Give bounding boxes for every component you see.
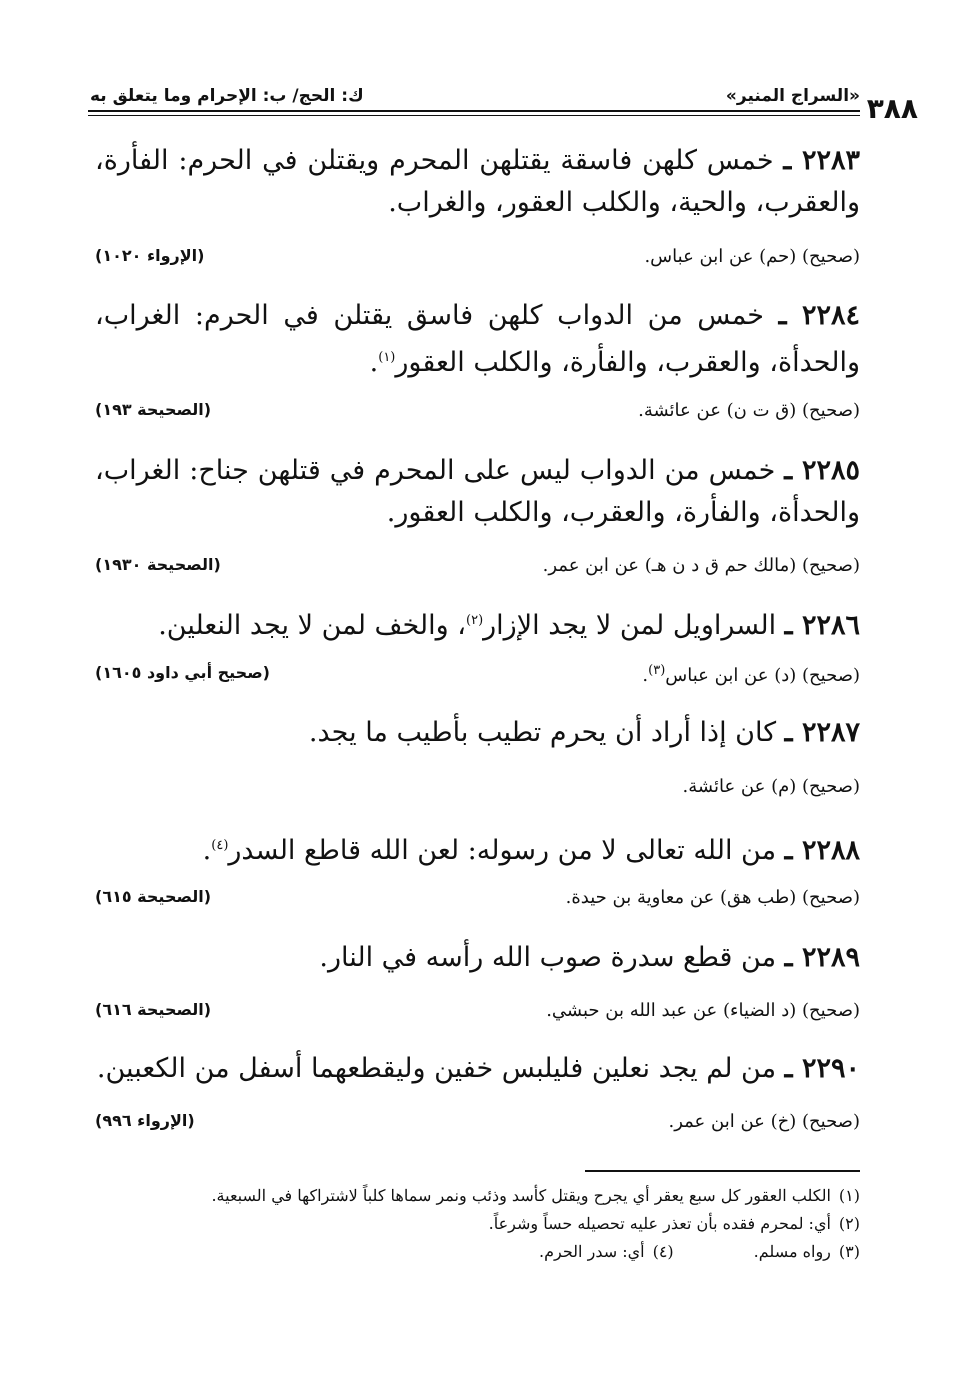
hadith-text: من الله تعالى لا من رسوله: لعن الله قاطع السدر [228, 835, 777, 866]
hadith-source [95, 776, 860, 802]
hadith-entry [95, 712, 860, 754]
hadith-entry [95, 937, 860, 979]
footnote [539, 1238, 674, 1266]
hadith-grade: (صحيح) (حم) عن ابن عباس. [644, 246, 860, 267]
hadith-reference: (الإرواء ١٠٢٠) [95, 246, 205, 265]
footnote-text: أي: سدر الحرم. [539, 1242, 645, 1261]
hadith-reference: (الصحيحة ١٩٣) [95, 400, 212, 419]
hadith-number: ٢٢٨٥ ـ [784, 455, 860, 486]
hadith-text: خمس من الدواب ليس على المحرم في قتلهن جناح: الغراب، والحدأة، والفأرة، والعقرب، والكلب العقور. [95, 455, 860, 528]
hadith-entry [95, 1048, 860, 1090]
chapter-title: ك: الحج/ ب: الإحرام وما يتعلق به [90, 86, 364, 106]
hadith-grade: (صحيح) (خ) عن ابن عمر. [668, 1111, 860, 1132]
hadith-number: ٢٢٨٣ ـ [783, 145, 860, 176]
footnote-marker: (٣) [648, 663, 666, 678]
hadith-number: ٢٢٨٦ ـ [784, 610, 860, 641]
hadith-grade: (صحيح) (مالك حم ق د ن هـ) عن ابن عمر. [542, 555, 860, 576]
hadith-text-tail: . [202, 835, 212, 866]
footnote-marker: (٢) [466, 613, 484, 628]
hadith-number: ٢٢٨٨ ـ [784, 835, 860, 866]
hadith-text: خمس كلهن فاسقة يقتلهن المحرم ويقتلن في الحرم: الفأرة، والعقرب، والحية، والكلب العقور، والغراب. [95, 145, 860, 218]
footnote-separator [585, 1170, 860, 1172]
hadith-number: ٢٢٨٩ ـ [784, 942, 860, 973]
header-rule [88, 110, 860, 112]
footnote-marker: (١) [378, 350, 396, 365]
hadith-number: ٢٢٨٧ ـ [784, 717, 860, 748]
hadith-text: من لم يجد نعلين فليلبس خفين وليقطعهما أسفل من الكعبين. [96, 1053, 777, 1084]
footnote [754, 1238, 860, 1266]
running-header [90, 78, 860, 106]
footnote [90, 1182, 860, 1210]
hadith-number: ٢٢٩٠ ـ [784, 1053, 860, 1084]
hadith-grade: (صحيح) (م) عن عائشة. [682, 776, 860, 797]
footnote-number: (١) [838, 1186, 860, 1205]
hadith-reference: (صحيح أبي داود ١٦٠٥) [95, 663, 270, 682]
footnote-text: رواه مسلم. [753, 1242, 831, 1261]
footnotes [90, 1182, 860, 1266]
footnote-marker: (٤) [211, 838, 229, 853]
hadith-source [95, 1000, 860, 1026]
hadith-text: من قطع سدرة صوب الله رأسه في النار. [319, 942, 777, 973]
hadith-grade-tail: . [642, 665, 649, 686]
hadith-grade: (صحيح) (د الضياء) عن عبد الله بن حبشي. [546, 1000, 860, 1021]
hadith-source [95, 400, 860, 426]
hadith-text-tail: . [369, 347, 379, 378]
footnote-line [90, 1238, 860, 1266]
footnote-text: الكلب العقور كل سبع يعقر أي يجرح ويقتل كأسد وذئب ونمر سماها كلباً لاشتراكها في السبعية. [211, 1186, 831, 1205]
hadith-number: ٢٢٨٤ ـ [778, 300, 860, 331]
hadith-source [95, 663, 860, 689]
hadith-grade: (صحيح) (طب هق) عن معاوية بن حيدة. [565, 887, 860, 908]
hadith-text: السراويل لمن لا يجد الإزار [483, 610, 777, 641]
hadith-entry [95, 450, 860, 534]
hadith-reference: (الصحيحة ٦١٦) [95, 1000, 212, 1019]
hadith-source [95, 887, 860, 913]
hadith-grade: (صحيح) (ق ت ن) عن عائشة. [638, 400, 860, 421]
hadith-entry [95, 825, 860, 872]
page-number: ٣٨٨ [866, 92, 918, 125]
header-rule-thin [88, 115, 860, 116]
footnote-number: (٣) [838, 1242, 860, 1261]
hadith-reference: (الصحيحة ٦١٥) [95, 887, 212, 906]
hadith-source [95, 246, 860, 272]
hadith-reference: (الصحيحة ١٩٣٠) [95, 555, 221, 574]
hadith-entry [95, 295, 860, 384]
footnote-number: (٢) [838, 1214, 860, 1233]
hadith-text: كان إذا أراد أن يحرم تطيب بأطيب ما يجد. [308, 717, 777, 748]
hadith-grade: (صحيح) (د) عن ابن عباس [665, 665, 860, 686]
hadith-text-tail: ، والخف لمن لا يجد النعلين. [158, 610, 466, 641]
hadith-entry [95, 140, 860, 224]
footnote-text: أي: لمحرم فقده بأن تعذر عليه تحصيله حساً وشرعاً. [488, 1214, 831, 1233]
footnote-number: (٤) [652, 1242, 674, 1261]
book-title: «السراج المنير» [725, 86, 860, 106]
hadith-source [95, 1111, 860, 1137]
hadith-entry [95, 600, 860, 647]
hadith-source [95, 555, 860, 581]
hadith-reference: (الإرواء ٩٩٦) [95, 1111, 195, 1130]
footnote [90, 1210, 860, 1238]
hadith-text: خمس من الدواب كلهن فاسق يقتلن في الحرم: الغراب، والحدأة، والعقرب، والفأرة، والكلب العقور [95, 300, 860, 378]
